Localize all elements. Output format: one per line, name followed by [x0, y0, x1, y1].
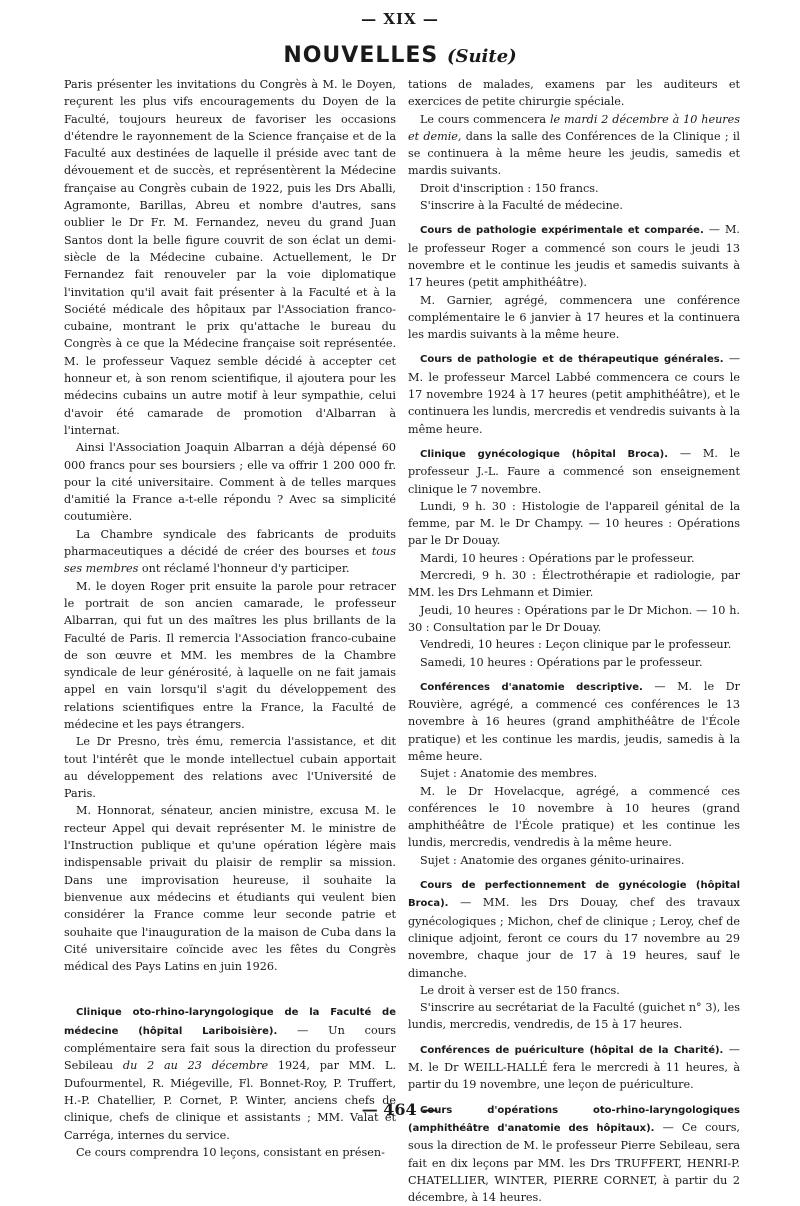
- paragraph: Droit d'inscription : 150 francs.: [420, 181, 599, 195]
- schedule-line: Vendredi, 10 heures : Leçon clinique par le professeur.: [420, 638, 732, 652]
- schedule-line: Mardi, 10 heures : Opérations par le professeur.: [420, 551, 695, 565]
- section-anatomie: [408, 678, 740, 765]
- section-heading: Clinique oto-rhino-laryngologique de la Faculté de médecine (hôpital Lariboisière).: [64, 1007, 396, 1037]
- schedule-line: Lundi, 9 h. 30 : Histologie de l'appareil génital de la femme, par M. le Dr Champy. — 10 heures : Opérations par le Dr Douay.: [408, 499, 740, 548]
- emphasis: tous ses membres: [64, 545, 396, 576]
- paragraph: tations de malades, examens par les auditeurs et exercices de petite chirurgie spéciale.: [408, 78, 740, 109]
- text-span: 1924, par MM. L. Dufourmentel, R. Miégeville, Fl. Bonnet-Roy, P. Truffert, H.-P. Chatellier, P. Cornet, P. Winter, anciens chefs de clinique, chefs de clinique et assistants ; MM. Valat et Carréga, internes du service.: [64, 1059, 396, 1142]
- text-span: — M. le professeur J.-L. Faure a commencé son enseignement clinique le 7 novembre.: [408, 446, 740, 496]
- section-heading: Clinique gynécologique (hôpital Broca).: [420, 448, 669, 460]
- section-perfectionnement-gynecologie: [408, 876, 740, 982]
- text-span: — Ce cours, sous la direction de M. le professeur Pierre Sebileau, sera fait en dix leçons par MM. les Drs TRUFFERT, HENRI-P. CHATELLIER, WINTER, PIERRE CORNET, à partir du 2 décembre, à 14 heures.: [408, 1120, 740, 1205]
- text-span: Le cours commencera: [420, 112, 550, 126]
- paragraph: Paris présenter les invitations du Congrès à M. le Doyen, reçurent les plus vifs encouragements du Doyen de la Faculté, toujours heureux de favoriser les occasions d'étendre le rayonnement de la Science française et de la Faculté aux destinées de laquelle il préside avec tant de dévouement et de succès, et représentèrent la Médecine française au Congrès cubain de 1922, puis les Drs Aballi, Agramonte, Barillas, Abreu et nombre d'autres, sans oublier le Dr Fr. M. Fernandez, neveu du grand Juan Santos dont la belle figure couvrit de son éclat un demi-siècle de la Médecine cubaine. Actuellement, le Dr Fernandez fait renouveler par la voie diplomatique l'invitation qu'il avait fait présenter à la Faculté et à la Société médicale des hôpitaux par l'Association franco-cubaine, montrant le prix qu'attache le bureau du Congrès à ce que la Médecine française soit représentée. M. le professeur Vaquez semble décidé à accepter cet honneur et, à son renom scientifique, il ajoutera pour les médecins cubains un autre motif à leur sympathie, celui d'avoir été camarade de promotion d'Albarran à l'internat.: [64, 78, 396, 437]
- text-span: dans la salle des Conférences de la Clinique ; il se continuera à la même heure les jeudis, samedis et mardis suivants.: [408, 129, 740, 178]
- paragraph: Sujet : Anatomie des organes génito-urinaires.: [420, 853, 685, 867]
- text-span: — M. le Dr WEILL-HALLÉ fera le mercredi à 11 heures, à partir du 19 novembre, une leçon de puériculture.: [408, 1042, 740, 1092]
- schedule-line: Mercredi, 9 h. 30 : Électrothérapie et radiologie, par MM. les Drs Lehmann et Dimier.: [408, 569, 740, 600]
- section-clinique-gynecologique: [408, 445, 740, 498]
- paragraph: Le Dr Presno, très ému, remercia l'assistance, et dit tout l'intérêt que le monde intellectuel cubain apportait au développement des relations avec l'Université de Paris.: [64, 735, 396, 801]
- section-heading: Cours de pathologie et de thérapeutique générales.: [420, 354, 724, 366]
- paragraph: Sujet : Anatomie des membres.: [420, 767, 598, 781]
- paragraph: [408, 111, 740, 180]
- paragraph: [64, 526, 396, 578]
- text-span: — M. le professeur Marcel Labbé commencera ce cours le 17 novembre 1924 à 17 heures (petit amphithéâtre), et le continuera les lundis, mercredis et vendredis suivants à la même heure.: [408, 352, 741, 436]
- roman-page-number: — XIX —: [361, 10, 439, 28]
- section-puericulture: [408, 1041, 740, 1094]
- paragraph: M. le Dr Hovelacque, agrégé, a commencé ces conférences le 10 novembre à 10 heures (grand amphithéâtre de l'École pratique) et les continue les lundis, mercredis, vendredis à la même heure.: [408, 784, 740, 850]
- section-heading: Cours de pathologie expérimentale et comparée.: [420, 225, 704, 237]
- section-orl: [64, 1003, 396, 1143]
- section-heading: Cours d'opérations oto-rhino-laryngologiques (amphithéâtre d'anatomie des hôpitaux).: [408, 1104, 740, 1134]
- schedule-line: Jeudi, 10 heures : Opérations par le Dr Michon. — 10 h. 30 : Consultation par le Dr Douay.: [408, 603, 740, 634]
- left-column: [64, 76, 396, 1161]
- emphasis: du 2 au 23 décembre: [122, 1059, 269, 1073]
- paragraph: M. Garnier, agrégé, commencera une conférence complémentaire le 6 janvier à 17 heures et la continuera les mardis suivants à la même heure.: [408, 293, 740, 342]
- text-span: ont réclamé l'honneur d'y participer.: [138, 562, 350, 576]
- paragraph: S'inscrire au secrétariat de la Faculté (guichet n° 3), les lundis, mercredis, vendredis, de 15 à 17 heures.: [408, 1001, 740, 1032]
- title-text: NOUVELLES: [283, 43, 439, 68]
- right-column: [408, 76, 740, 1206]
- section-heading: Conférences d'anatomie descriptive.: [420, 681, 643, 693]
- paragraph: Le droit à verser est de 150 francs.: [420, 983, 620, 997]
- paragraph: M. Honnorat, sénateur, ancien ministre, excusa M. le recteur Appel qui devait représenter M. le ministre de l'Instruction publique et qu'une opération légère mais indispensable privait du plaisir de remplir sa mission. Dans une improvisation heureuse, il souhaite la bienvenue aux médecins et étudiants qui veulent bien considérer la France comme leur seconde patrie et souhaite que l'inauguration de la maison de Cuba dans la Cité universitaire coïncide avec les fêtes du Congrès médical des Pays Latins en juin 1926.: [64, 804, 396, 974]
- paragraph: S'inscrire à la Faculté de médecine.: [420, 199, 623, 213]
- emphasis: le mardi 2 décembre à 10 heures et demie,: [408, 112, 740, 143]
- page-number: — 464 —: [361, 1100, 439, 1119]
- text-span: — M. le Dr Rouvière, agrégé, a commencé ces conférences le 13 novembre à 16 heures (grand amphithéâtre de l'École pratique) et les continue les mardis, jeudis, samedis à la même heure.: [408, 679, 740, 763]
- section-heading: Conférences de puériculture (hôpital de la Charité).: [420, 1044, 724, 1056]
- section-pathologie-experimentale: [408, 221, 740, 291]
- schedule-line: Samedi, 10 heures : Opérations par le professeur.: [420, 655, 703, 669]
- section-heading: Cours de perfectionnement de gynécologie (hôpital Broca).: [408, 880, 740, 910]
- paragraph: Ainsi l'Association Joaquin Albarran a déjà dépensé 60 000 francs pour ses boursiers ; elle va offrir 1 200 000 fr. pour la cité universitaire. Comment à de telles marques d'amitié la France a-t-elle répondu ? Avec sa simplicité coutumière.: [64, 441, 396, 524]
- text-span: — MM. les Drs Douay, chef des travaux gynécologiques ; Michon, chef de clinique ; Leroy, chef de clinique adjoint, feront ce cours du 17 novembre au 29 novembre, chaque jour de 17 à 19 heures, sauf le dimanche.: [408, 896, 740, 980]
- paragraph: M. le doyen Roger prit ensuite la parole pour retracer le portrait de son ancien camarade, le professeur Albarran, qui fut un des maîtres les plus brillants de la Faculté de Paris. Il remercia l'Association franco-cubaine de son œuvre et MM. les membres de la Chambre syndicale de leur générosité, à laquelle on ne fait jamais appel en vain lorsqu'il s'agit du développement des relations scientifiques entre la France, la Faculté de médecine et les pays étrangers.: [64, 579, 396, 731]
- section-pathologie-generale: [408, 350, 740, 437]
- text-span: — Un cours complémentaire sera fait sous la direction du professeur Sebileau: [64, 1023, 396, 1073]
- title-suite: (Suite): [446, 46, 517, 67]
- page-title: [0, 43, 800, 68]
- text-span: — M. le professeur Roger a commencé son cours le jeudi 13 novembre et le continue les jeudis et samedis suivants à 17 heures (petit amphithéâtre).: [408, 223, 740, 290]
- paragraph: Ce cours comprendra 10 leçons, consistant en présen-: [76, 1145, 385, 1159]
- text-span: La Chambre syndicale des fabricants de produits pharmaceutiques a décidé de créer des bourses et: [64, 527, 396, 559]
